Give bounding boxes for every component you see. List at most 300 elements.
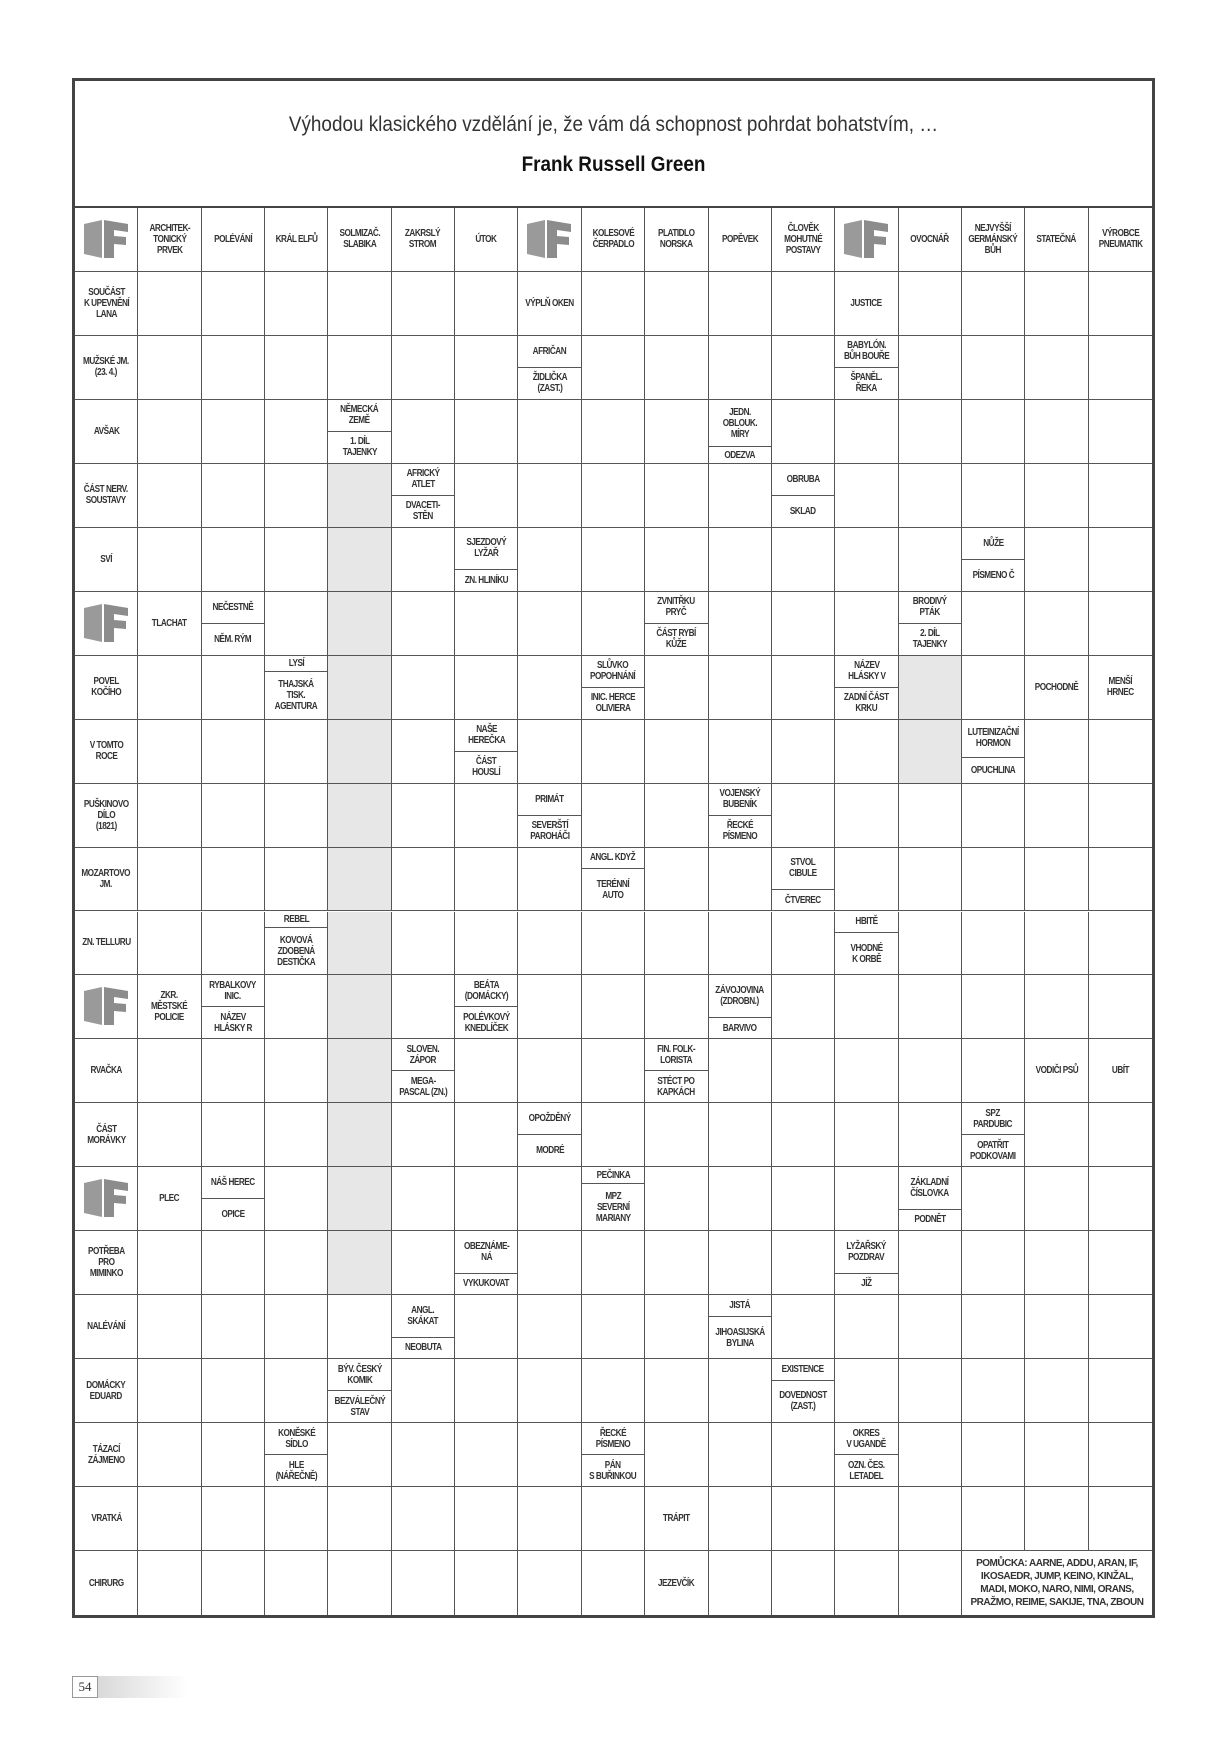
clue-text: NÁZEV	[853, 660, 880, 672]
clue-lines	[83, 1124, 130, 1146]
clue-lines	[82, 1380, 129, 1402]
clue-lines	[204, 980, 261, 1002]
clue-text: ZN. TELLURU	[81, 937, 131, 949]
logo-cell	[75, 208, 138, 272]
answer-cell	[265, 336, 328, 400]
secret-answer-cell	[899, 656, 962, 720]
clue-text: STATEČNÁ	[1036, 233, 1077, 245]
answer-cell	[1089, 528, 1152, 592]
answer-cell	[645, 336, 708, 400]
answer-cell	[645, 1359, 708, 1423]
answer-cell	[1025, 1167, 1088, 1231]
clue-lines	[780, 223, 826, 256]
clue-lines	[335, 228, 385, 250]
clue-box	[899, 592, 961, 623]
clue-text: HLÁSKY R	[213, 1022, 252, 1034]
clue-lines	[906, 1177, 953, 1199]
clue-text: BŮH	[984, 244, 1002, 256]
clue-text: PÍSMENO	[595, 1438, 631, 1450]
answer-cell	[582, 1359, 645, 1423]
clue-text: OBLOUK.	[722, 417, 757, 429]
clue-lines	[906, 234, 953, 245]
answer-cell	[392, 720, 455, 784]
answer-cell	[835, 720, 898, 784]
answer-cell	[582, 592, 645, 656]
clue-cell	[265, 208, 328, 272]
clue-text: ARCHITEK-	[149, 222, 190, 234]
clue-text: ŘECKÉ	[726, 820, 753, 832]
answer-cell	[1025, 336, 1088, 400]
clue-lines	[85, 1578, 127, 1589]
clue-box	[772, 495, 834, 527]
clue-text: PASCAL (ZN.)	[398, 1086, 447, 1098]
clue-text: KOLESOVÉ	[592, 228, 634, 240]
clue-box	[202, 208, 264, 271]
clue-text: OVOCNÁŘ	[910, 233, 949, 245]
clue-lines	[585, 852, 640, 863]
answer-cell	[265, 1103, 328, 1167]
clue-box	[582, 1167, 644, 1182]
clue-text: MARIANY	[595, 1212, 631, 1224]
clue-box	[709, 1295, 771, 1316]
answer-cell	[645, 1167, 708, 1231]
secret-answer-cell	[328, 464, 391, 528]
clue-cell	[455, 720, 518, 784]
answer-cell	[202, 1103, 265, 1167]
clue-box	[455, 751, 517, 783]
clue-lines	[968, 570, 1019, 581]
clue-text: AGENTURA	[274, 700, 318, 712]
clue-cell	[138, 592, 201, 656]
clue-text: BRODIVÝ	[912, 596, 947, 608]
clue-cell	[328, 400, 391, 464]
answer-cell	[455, 400, 518, 464]
clue-box	[138, 592, 200, 655]
answer-cell	[202, 400, 265, 464]
clue-text: ZKR.	[160, 990, 179, 1002]
clue-text: CIBULE	[789, 868, 817, 880]
clue-lines	[1110, 1065, 1131, 1076]
answer-cell	[709, 912, 772, 976]
answer-cell	[202, 1487, 265, 1551]
answer-cell	[392, 848, 455, 912]
page-number: 54	[72, 1676, 98, 1698]
clue-box	[962, 1134, 1024, 1166]
clue-text: POCHODNĚ	[1034, 681, 1079, 693]
clue-box	[709, 784, 771, 815]
clue-text: V UGANDĚ	[846, 1438, 887, 1450]
clue-text: SVÍ	[100, 553, 113, 565]
clue-lines	[847, 372, 885, 394]
clue-text: SEVERNÍ	[596, 1201, 630, 1213]
answer-cell	[455, 1039, 518, 1103]
clue-cell	[75, 720, 138, 784]
answer-cell	[138, 272, 201, 336]
clue-text: HBITĚ	[855, 916, 878, 928]
clue-box	[265, 671, 327, 718]
clue-lines	[842, 1428, 890, 1450]
clue-text: HORMON	[975, 738, 1011, 750]
answer-cell	[1025, 528, 1088, 592]
clue-text: ZÁJMENO	[87, 1454, 125, 1466]
answer-cell	[202, 656, 265, 720]
clue-box	[835, 272, 897, 335]
secret-answer-cell	[328, 1167, 391, 1231]
secret-answer-cell	[328, 784, 391, 848]
clue-text: STVOL	[790, 857, 816, 869]
answer-cell	[1089, 1359, 1152, 1423]
clue-text: PAROHÁČI	[530, 831, 570, 843]
clue-text: NEJVYŠŠÍ	[975, 222, 1012, 234]
clue-lines	[145, 223, 195, 256]
clue-text: DVACETI-	[405, 500, 441, 512]
answer-cell	[645, 848, 708, 912]
clue-lines	[210, 634, 255, 645]
clue-text: VÝROBCE	[1101, 228, 1139, 240]
clue-lines	[219, 1209, 247, 1220]
answer-cell	[265, 720, 328, 784]
clue-text: ODEZVA	[724, 449, 755, 461]
clue-text: VODIČI PSŮ	[1035, 1065, 1078, 1077]
clue-text: STÉCT PO	[657, 1075, 695, 1087]
clue-box	[265, 656, 327, 671]
clue-box	[75, 1039, 137, 1102]
answer-cell	[899, 1359, 962, 1423]
answer-cell	[772, 528, 835, 592]
answer-cell	[1025, 784, 1088, 848]
answer-cell	[328, 336, 391, 400]
clue-lines	[847, 298, 885, 309]
clue-text: NEOBUTA	[404, 1342, 442, 1354]
clue-text: TERÉNNÍ	[596, 878, 630, 890]
answer-cell	[455, 1423, 518, 1487]
clue-box	[518, 272, 580, 335]
clue-text: PUŠKINOVO	[83, 798, 129, 810]
answer-cell	[899, 784, 962, 848]
answer-cell	[392, 784, 455, 848]
answer-cell	[1089, 1487, 1152, 1551]
clue-lines	[524, 1113, 575, 1124]
answer-cell	[835, 528, 898, 592]
clue-cell	[202, 208, 265, 272]
clue-box	[645, 1487, 707, 1550]
answer-cell	[1089, 336, 1152, 400]
clue-cell	[1025, 1039, 1088, 1103]
clue-cell	[709, 208, 772, 272]
answer-cell	[138, 848, 201, 912]
answer-cell	[518, 848, 581, 912]
clue-cell	[265, 912, 328, 976]
clue-text: STROM	[409, 239, 437, 251]
clue-text: SJEZDOVÝ	[466, 537, 507, 549]
clue-text: PRIMÁT	[535, 793, 564, 805]
answer-cell	[202, 336, 265, 400]
answer-cell	[645, 400, 708, 464]
clue-box	[265, 1423, 327, 1454]
clue-lines	[844, 660, 890, 682]
clue-text: POSTAVY	[785, 244, 821, 256]
clue-lines	[584, 1460, 641, 1482]
answer-cell	[1025, 1359, 1088, 1423]
publisher-logo-icon	[82, 1177, 130, 1219]
clue-text: AUTO	[602, 889, 624, 901]
clue-lines	[718, 234, 762, 245]
clue-text: KOVOVÁ	[279, 934, 313, 946]
clue-cell	[582, 208, 645, 272]
answer-cell	[645, 1423, 708, 1487]
clue-text: OPATŘIT	[977, 1139, 1009, 1151]
clue-box	[75, 1295, 137, 1358]
clue-text: POLICIE	[154, 1012, 185, 1024]
clue-cell	[835, 1231, 898, 1295]
answer-cell	[962, 1487, 1025, 1551]
hint-box	[962, 1551, 1152, 1615]
clue-lines	[593, 879, 633, 901]
answer-cell	[899, 272, 962, 336]
clue-lines	[79, 799, 134, 832]
publisher-logo-icon	[82, 985, 130, 1027]
clue-text: (ZAST.)	[790, 1401, 816, 1413]
clue-box	[962, 1103, 1024, 1134]
clue-box	[899, 623, 961, 655]
clue-lines	[459, 1241, 514, 1263]
answer-cell	[1025, 1487, 1088, 1551]
answer-cell	[138, 336, 201, 400]
answer-cell	[265, 1039, 328, 1103]
quote-author: Frank Russell Green	[521, 153, 706, 176]
clue-lines	[787, 506, 818, 517]
clue-lines	[839, 692, 894, 714]
clue-cell	[645, 1487, 708, 1551]
clue-text: 2. DÍL	[920, 628, 940, 640]
clue-box	[772, 464, 834, 495]
clue-text: VÝPLŇ OKEN	[525, 297, 574, 309]
answer-cell	[835, 592, 898, 656]
clue-box	[709, 1017, 771, 1039]
clue-text: INIC. HERCE	[590, 692, 636, 704]
answer-cell	[138, 1103, 201, 1167]
clue-text: MĚSTSKÉ	[151, 1001, 188, 1013]
answer-cell	[645, 1103, 708, 1167]
answer-cell	[202, 1295, 265, 1359]
clue-lines	[473, 234, 499, 245]
clue-box	[328, 1359, 390, 1390]
clue-lines	[91, 426, 122, 437]
clue-text: NAŠE	[475, 724, 497, 736]
clue-lines	[710, 985, 769, 1007]
clue-text: ČLOVĚK	[787, 222, 819, 234]
clue-lines	[839, 340, 894, 362]
clue-cell	[455, 1231, 518, 1295]
clue-lines	[962, 727, 1024, 749]
clue-lines	[458, 1278, 514, 1289]
answer-cell	[582, 784, 645, 848]
clue-cell	[772, 208, 835, 272]
clue-text: TÁZACÍ	[92, 1443, 120, 1455]
answer-cell	[392, 528, 455, 592]
clue-lines	[654, 1578, 698, 1589]
answer-cell	[265, 1487, 328, 1551]
answer-cell	[962, 975, 1025, 1039]
clue-lines	[460, 980, 513, 1002]
clue-box	[962, 528, 1024, 559]
answer-cell	[645, 975, 708, 1039]
puzzle-header	[75, 81, 1152, 208]
clue-cell	[645, 1551, 708, 1615]
clue-box	[835, 1231, 897, 1272]
clue-cell	[709, 400, 772, 464]
clue-box	[328, 400, 390, 431]
clue-lines	[281, 914, 312, 925]
answer-cell	[772, 1103, 835, 1167]
clue-lines	[1030, 682, 1083, 693]
answer-cell	[518, 1551, 581, 1615]
crossword-grid	[75, 208, 1152, 1615]
clue-box	[899, 1209, 961, 1231]
answer-cell	[962, 400, 1025, 464]
clue-text: ČÁST	[95, 1123, 117, 1135]
clue-lines	[1031, 1065, 1083, 1076]
answer-cell	[265, 528, 328, 592]
clue-box	[835, 336, 897, 367]
clue-lines	[715, 788, 765, 810]
clue-cell	[265, 656, 328, 720]
clue-box	[202, 975, 264, 1006]
answer-cell	[899, 1551, 962, 1615]
answer-cell	[455, 784, 518, 848]
clue-text: PEČINKA	[596, 1169, 630, 1181]
clue-box	[772, 1359, 834, 1380]
clue-text: RVAČKA	[90, 1065, 122, 1077]
clue-text: PRO	[98, 1257, 115, 1269]
clue-lines	[78, 356, 134, 378]
answer-cell	[518, 1423, 581, 1487]
secret-answer-cell	[328, 1231, 391, 1295]
clue-lines	[593, 1170, 634, 1181]
answer-cell	[518, 1487, 581, 1551]
clue-text: ČÍSLOVKA	[910, 1187, 949, 1199]
clue-cell	[75, 1487, 138, 1551]
clue-lines	[660, 1513, 693, 1524]
crossword-puzzle	[72, 78, 1155, 1618]
answer-cell	[1089, 848, 1152, 912]
answer-cell	[899, 1103, 962, 1167]
clue-text: KAPKÁCH	[657, 1086, 696, 1098]
publisher-logo-icon	[842, 218, 890, 260]
answer-cell	[518, 912, 581, 976]
answer-cell	[772, 1487, 835, 1551]
clue-cell	[75, 400, 138, 464]
secret-answer-cell	[328, 848, 391, 912]
clue-text: ANGL. KDYŽ	[590, 852, 636, 864]
clue-cell	[138, 208, 201, 272]
clue-box	[75, 528, 137, 591]
clue-cell	[1025, 656, 1088, 720]
answer-cell	[899, 336, 962, 400]
clue-cell	[835, 912, 898, 976]
answer-cell	[962, 912, 1025, 976]
clue-text: PRVEK	[156, 244, 183, 256]
clue-box	[75, 336, 137, 399]
clue-text: ČÁST	[476, 756, 497, 768]
clue-lines	[909, 596, 950, 618]
answer-cell	[772, 1551, 835, 1615]
answer-cell	[835, 1487, 898, 1551]
answer-cell	[202, 1039, 265, 1103]
answer-cell	[582, 1039, 645, 1103]
clue-text: STAV	[350, 1406, 369, 1418]
clue-text: SLOVEN.	[406, 1043, 440, 1055]
answer-cell	[392, 592, 455, 656]
answer-cell	[518, 1231, 581, 1295]
clue-box	[709, 975, 771, 1016]
answer-cell	[202, 1231, 265, 1295]
clue-cell	[75, 1231, 138, 1295]
answer-cell	[138, 464, 201, 528]
clue-box	[392, 208, 454, 271]
clue-cell	[1089, 656, 1152, 720]
clue-cell	[138, 975, 201, 1039]
answer-cell	[1089, 272, 1152, 336]
answer-cell	[835, 1551, 898, 1615]
answer-cell	[709, 1359, 772, 1423]
answer-cell	[582, 1487, 645, 1551]
clue-text: NORSKA	[660, 239, 693, 251]
answer-cell	[265, 1295, 328, 1359]
clue-lines	[77, 937, 136, 948]
clue-cell	[75, 1359, 138, 1423]
clue-box	[202, 1006, 264, 1038]
answer-cell	[835, 1039, 898, 1103]
clue-cell	[518, 336, 581, 400]
clue-box	[709, 1316, 771, 1358]
clue-text: POLÉVKOVÝ	[462, 1011, 510, 1023]
clue-lines	[271, 234, 322, 245]
answer-cell	[1025, 1231, 1088, 1295]
clue-lines	[464, 724, 509, 746]
clue-text: POLÉVÁNÍ	[213, 233, 252, 245]
clue-text: SKLAD	[790, 505, 816, 517]
clue-lines	[965, 1140, 1021, 1162]
clue-text: POPĚVEK	[721, 233, 758, 245]
clue-box	[75, 784, 137, 847]
answer-cell	[265, 400, 328, 464]
clue-cell	[582, 1167, 645, 1231]
clue-text: MODRÉ	[535, 1145, 564, 1157]
answer-cell	[772, 336, 835, 400]
clue-box	[75, 464, 137, 527]
clue-lines	[653, 1076, 699, 1098]
clue-text: LETADEL	[849, 1470, 884, 1482]
answer-cell	[582, 1231, 645, 1295]
clue-text: JÍŽ	[861, 1278, 872, 1290]
answer-cell	[455, 1295, 518, 1359]
clue-lines	[339, 436, 381, 458]
answer-cell	[138, 400, 201, 464]
answer-cell	[1025, 975, 1088, 1039]
answer-cell	[202, 528, 265, 592]
clue-text: OPICE	[221, 1209, 245, 1221]
clue-text: OBRUBA	[786, 473, 820, 485]
clue-text: LANA	[95, 308, 117, 320]
clue-text: ZN. HLINÍKU	[464, 574, 508, 586]
answer-cell	[455, 656, 518, 720]
clue-box	[202, 623, 264, 655]
clue-lines	[469, 756, 503, 778]
clue-lines	[76, 868, 135, 890]
clue-box	[582, 1454, 644, 1486]
clue-text: LORISTA	[660, 1054, 693, 1066]
